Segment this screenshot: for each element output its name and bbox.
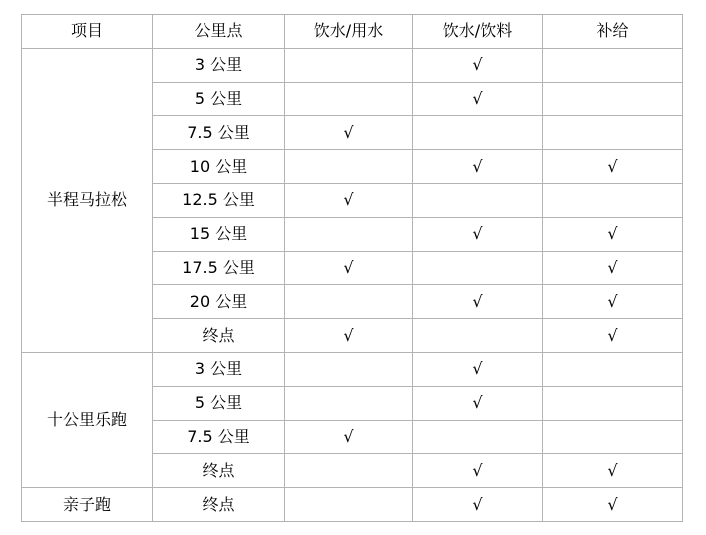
check-supply-cell xyxy=(543,82,683,116)
check-water-cell xyxy=(285,82,413,116)
km-point-cell: 10 公里 xyxy=(153,150,285,184)
check-water-cell: √ xyxy=(285,183,413,217)
check-supply-cell xyxy=(543,420,683,454)
table-body xyxy=(22,48,683,521)
check-supply-cell: √ xyxy=(543,285,683,319)
event-cell: 半程马拉松 xyxy=(22,48,153,352)
km-point-cell: 5 公里 xyxy=(153,82,285,116)
check-beverage-cell: √ xyxy=(413,82,543,116)
check-supply-cell: √ xyxy=(543,150,683,184)
check-water-cell xyxy=(285,217,413,251)
check-beverage-cell xyxy=(413,116,543,150)
header-water: 饮水/用水 xyxy=(285,15,413,49)
check-supply-cell xyxy=(543,48,683,82)
check-water-cell xyxy=(285,48,413,82)
header-event: 项目 xyxy=(22,15,153,49)
km-point-cell: 15 公里 xyxy=(153,217,285,251)
check-water-cell: √ xyxy=(285,420,413,454)
check-beverage-cell: √ xyxy=(413,217,543,251)
check-beverage-cell: √ xyxy=(413,48,543,82)
km-point-cell: 5 公里 xyxy=(153,386,285,420)
km-point-cell: 20 公里 xyxy=(153,285,285,319)
check-water-cell xyxy=(285,285,413,319)
check-beverage-cell: √ xyxy=(413,352,543,386)
check-beverage-cell xyxy=(413,420,543,454)
check-beverage-cell xyxy=(413,183,543,217)
header-row xyxy=(22,15,683,49)
header-km-point: 公里点 xyxy=(153,15,285,49)
km-point-cell: 7.5 公里 xyxy=(153,116,285,150)
check-water-cell xyxy=(285,352,413,386)
header-supply: 补给 xyxy=(543,15,683,49)
check-beverage-cell: √ xyxy=(413,386,543,420)
table-row xyxy=(22,48,683,82)
check-beverage-cell: √ xyxy=(413,150,543,184)
event-cell: 十公里乐跑 xyxy=(22,352,153,487)
check-water-cell xyxy=(285,386,413,420)
check-water-cell xyxy=(285,454,413,488)
check-supply-cell: √ xyxy=(543,217,683,251)
km-point-cell: 17.5 公里 xyxy=(153,251,285,285)
check-supply-cell: √ xyxy=(543,454,683,488)
table-row xyxy=(22,488,683,522)
km-point-cell: 终点 xyxy=(153,488,285,522)
km-point-cell: 7.5 公里 xyxy=(153,420,285,454)
check-beverage-cell: √ xyxy=(413,285,543,319)
check-supply-cell: √ xyxy=(543,319,683,353)
check-supply-cell: √ xyxy=(543,251,683,285)
check-supply-cell xyxy=(543,116,683,150)
check-water-cell: √ xyxy=(285,116,413,150)
check-beverage-cell: √ xyxy=(413,454,543,488)
header-beverage: 饮水/饮料 xyxy=(413,15,543,49)
km-point-cell: 终点 xyxy=(153,319,285,353)
race-supply-table xyxy=(21,14,683,522)
table-row xyxy=(22,352,683,386)
check-beverage-cell xyxy=(413,319,543,353)
check-beverage-cell xyxy=(413,251,543,285)
check-beverage-cell: √ xyxy=(413,488,543,522)
check-water-cell: √ xyxy=(285,319,413,353)
check-supply-cell: √ xyxy=(543,488,683,522)
km-point-cell: 终点 xyxy=(153,454,285,488)
km-point-cell: 3 公里 xyxy=(153,48,285,82)
check-supply-cell xyxy=(543,183,683,217)
km-point-cell: 12.5 公里 xyxy=(153,183,285,217)
check-supply-cell xyxy=(543,352,683,386)
check-water-cell xyxy=(285,150,413,184)
check-water-cell: √ xyxy=(285,251,413,285)
check-supply-cell xyxy=(543,386,683,420)
event-cell: 亲子跑 xyxy=(22,488,153,522)
check-water-cell xyxy=(285,488,413,522)
km-point-cell: 3 公里 xyxy=(153,352,285,386)
